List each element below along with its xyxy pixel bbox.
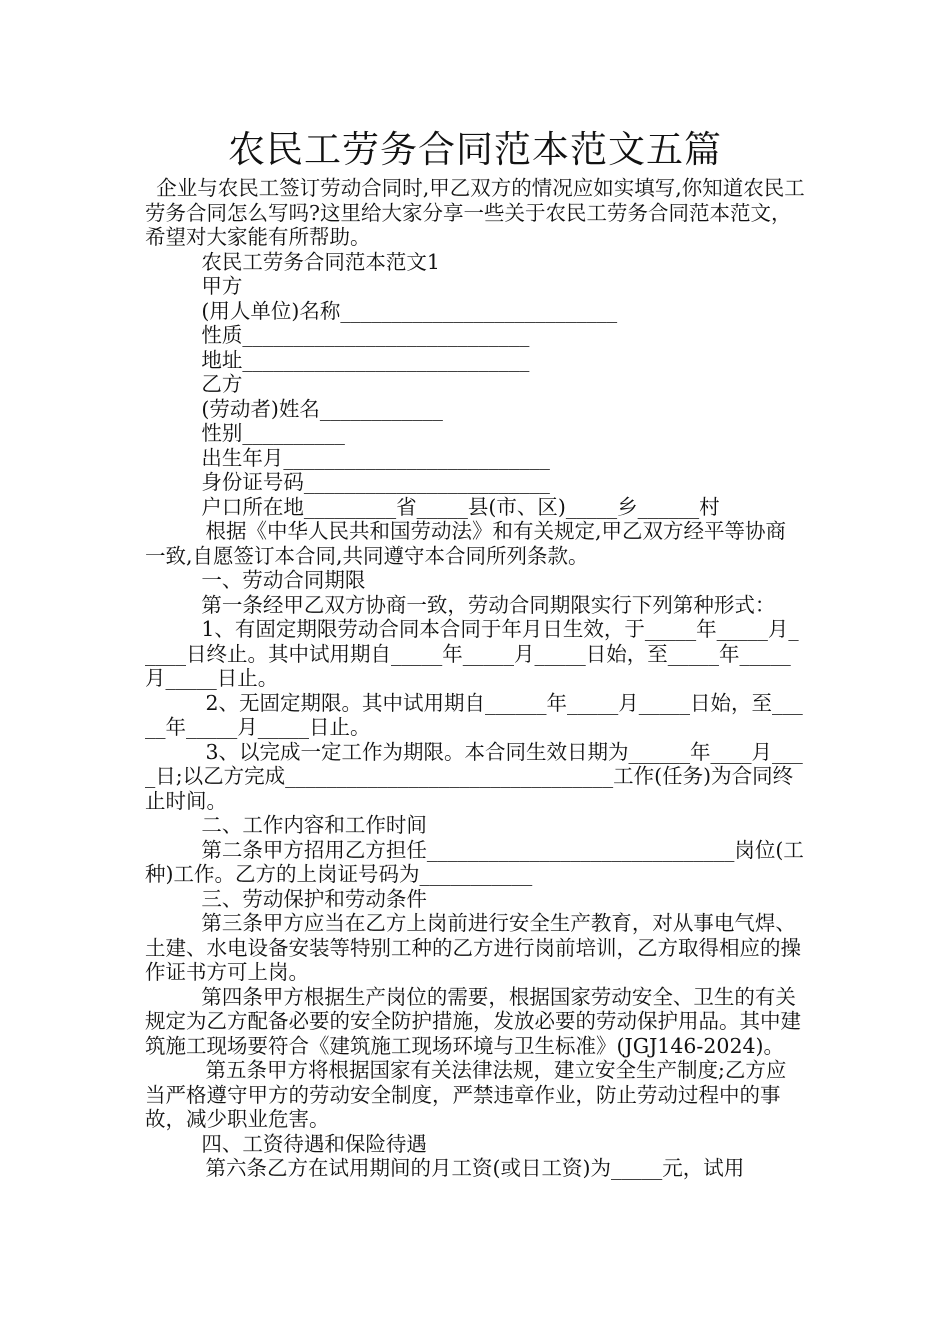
party-a-label: 甲方 bbox=[201, 274, 243, 298]
article-1-item-1: 1、有固定期限劳动合同本合同于年月日生效，于_____年_____月_____日终止。其中试用期自_____年_____月_____日始，至_____年_____月_____日止。 bbox=[145, 617, 799, 690]
article-6: 第六条乙方在试用期间的月工资(或日工资)为_____元，试用 bbox=[205, 1156, 745, 1180]
nature-field: 性质____________________________ bbox=[201, 323, 530, 347]
section-heading-4: 四、工资待遇和保险待遇 bbox=[201, 1131, 427, 1156]
article-2: 第二条甲方招用乙方担任______________________________岗位(工种)工作。乙方的上岗证号码为___________ bbox=[145, 837, 804, 886]
article-4: 第四条甲方根据生产岗位的需要，根据国家劳动安全、卫生的有关规定为乙方配备必要的安全防护措施，发放必要的劳动保护用品。其中建筑施工现场要符合《建筑施工现场环境与卫生标准》(JGJ146-2024)。 bbox=[145, 984, 801, 1058]
article-5: 第五条甲方将根据国家有关法律法规，建立安全生产制度;乙方应当严格遵守甲方的劳动安全制度，严禁违章作业，防止劳动过程中的事故，减少职业危害。 bbox=[145, 1058, 787, 1131]
gender-field: 性别__________ bbox=[201, 421, 345, 445]
employer-name-field: (用人单位)名称___________________________ bbox=[201, 298, 618, 323]
article-1: 第一条经甲乙双方协商一致，劳动合同期限实行下列第种形式： bbox=[201, 592, 776, 617]
birth-field: 出生年月__________________________ bbox=[201, 445, 550, 470]
section-heading-3: 三、劳动保护和劳动条件 bbox=[201, 886, 427, 911]
address-field: 地址____________________________ bbox=[201, 347, 530, 372]
article-3: 第三条甲方应当在乙方上岗前进行安全生产教育，对从事电气焊、土建、水电设备安装等特别工种的乙方进行岗前培训，乙方取得相应的操作证书方可上岗。 bbox=[145, 911, 801, 984]
household-field: 户口所在地_________省_____县(市、区)_____乡______村 bbox=[201, 494, 720, 519]
intro-paragraph: 企业与农民工签订劳动合同时,甲乙双方的情况应如实填写,你知道农民工劳务合同怎么写吗?这里给大家分享一些关于农民工劳务合同范本范文，希望对大家能有所帮助。 bbox=[145, 176, 805, 249]
document-title: 农民工劳务合同范本范文五篇 bbox=[228, 128, 722, 171]
worker-name-field: (劳动者)姓名____________ bbox=[201, 396, 443, 421]
basis-paragraph: 根据《中华人民共和国劳动法》和有关规定,甲乙双方经平等协商一致,自愿签订本合同,共同遵守本合同所列条款。 bbox=[145, 519, 786, 568]
party-b-label: 乙方 bbox=[201, 372, 243, 396]
section-heading-2: 二、工作内容和工作时间 bbox=[201, 813, 427, 837]
sample-heading: 农民工劳务合同范本范文1 bbox=[201, 249, 440, 274]
id-number-field: 身份证号码________________________ bbox=[201, 470, 550, 494]
article-1-item-2: 2、无固定期限。其中试用期自______年_____月_____日始，至_____年_____月_____日止。 bbox=[145, 690, 803, 739]
article-1-item-3: 3、以完成一定工作为期限。本合同生效日期为______年____月____日;以乙方完成________________________________工作(任务)为合同终止时间。 bbox=[145, 739, 803, 813]
section-heading-1: 一、劳动合同期限 bbox=[201, 568, 366, 592]
document-body bbox=[145, 176, 805, 1181]
